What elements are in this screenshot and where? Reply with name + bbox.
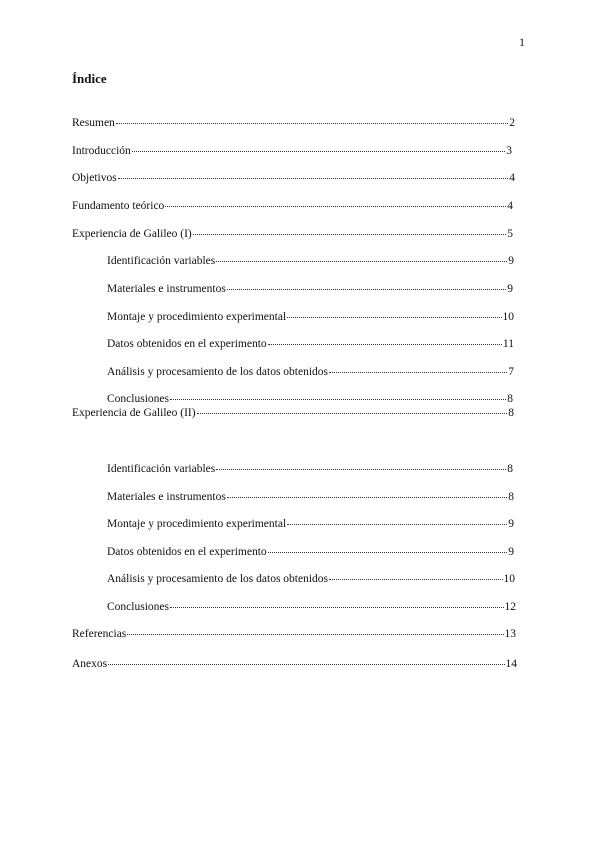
- toc-entry: [107, 364, 514, 380]
- toc-entry: [107, 336, 514, 352]
- toc-dot-leader: [329, 569, 502, 580]
- toc-dot-leader: [193, 224, 507, 235]
- toc-entry-label: Datos obtenidos en el experimento: [107, 338, 267, 350]
- toc-entry-page: 9: [507, 283, 513, 295]
- toc-entry-page: 7: [508, 366, 514, 378]
- toc-dot-leader: [108, 654, 504, 665]
- toc-entry: [72, 626, 516, 642]
- toc-entry-label: Objetivos: [72, 172, 117, 184]
- toc-entry: [72, 226, 513, 242]
- toc-dot-leader: [227, 279, 506, 290]
- toc-dot-leader: [329, 362, 507, 373]
- toc-entry: [72, 198, 513, 214]
- toc-entry-label: Resumen: [72, 117, 115, 129]
- toc-entry: [107, 309, 514, 325]
- toc-entry-label: Conclusiones: [107, 393, 169, 405]
- toc-dot-leader: [268, 334, 502, 345]
- toc-entry: [72, 143, 512, 159]
- toc-entry-page: 10: [503, 573, 515, 585]
- toc-entry-label: Montaje y procedimiento experimental: [107, 518, 287, 530]
- toc-entry-label: Introducción: [72, 145, 131, 157]
- toc-entry-page: 9: [508, 518, 514, 530]
- toc-entry-page: 11: [502, 338, 514, 350]
- toc-entry: [107, 461, 513, 477]
- toc-entry: [72, 405, 514, 421]
- toc-entry-label: Análisis y procesamiento de los datos obtenidos: [107, 366, 329, 378]
- toc-entry-page: 14: [505, 658, 517, 670]
- toc-entry: [107, 253, 514, 269]
- toc-entry-label: Anexos: [72, 658, 108, 670]
- toc-dot-leader: [287, 307, 501, 318]
- toc-dot-leader: [127, 624, 503, 635]
- toc-entry-page: 5: [507, 228, 513, 240]
- page-number: 1: [519, 35, 525, 49]
- toc-entry: [72, 656, 517, 672]
- toc-dot-leader: [216, 251, 507, 262]
- toc-entry: [107, 599, 516, 615]
- toc-dot-leader: [170, 389, 506, 400]
- toc-entry-page: 3: [506, 145, 512, 157]
- toc-entry: [107, 489, 514, 505]
- toc-entry-page: 12: [504, 601, 516, 613]
- toc-entry-page: 4: [509, 172, 515, 184]
- toc-entry: [107, 544, 514, 560]
- toc-entry-label: Experiencia de Galileo (I): [72, 228, 192, 240]
- toc-entry-label: Montaje y procedimiento experimental: [107, 311, 287, 323]
- toc-entry-page: 9: [508, 546, 514, 558]
- toc-entry-page: 2: [509, 117, 515, 129]
- toc-entry-page: 8: [508, 491, 514, 503]
- toc-dot-leader: [268, 542, 508, 553]
- toc-entry-label: Identificación variables: [107, 255, 216, 267]
- toc-entry-label: Referencias: [72, 628, 127, 640]
- toc-entry-label: Materiales e instrumentos: [107, 491, 226, 503]
- toc-entry-page: 8: [507, 463, 513, 475]
- toc-entry-page: 13: [504, 628, 516, 640]
- toc-title: Índice: [72, 71, 107, 86]
- toc-entry-label: Identificación variables: [107, 463, 216, 475]
- toc-dot-leader: [216, 459, 506, 470]
- toc-entry-page: 8: [508, 407, 514, 419]
- toc-dot-leader: [227, 487, 507, 498]
- toc-entry-label: Análisis y procesamiento de los datos obtenidos: [107, 573, 329, 585]
- toc-dot-leader: [170, 597, 504, 608]
- toc-entry: [107, 281, 513, 297]
- toc-entry-label: Fundamento teórico: [72, 200, 165, 212]
- toc-entry: [72, 170, 515, 186]
- toc-dot-leader: [132, 141, 505, 152]
- toc-dot-leader: [197, 403, 508, 414]
- toc-entry-page: 8: [507, 393, 513, 405]
- toc-entry-label: Conclusiones: [107, 601, 169, 613]
- toc-dot-leader: [287, 514, 507, 525]
- toc-entry-page: 9: [508, 255, 514, 267]
- toc-entry: [107, 571, 515, 587]
- toc-entry: [72, 115, 515, 131]
- toc-entry-label: Materiales e instrumentos: [107, 283, 226, 295]
- toc-entry-label: Experiencia de Galileo (II): [72, 407, 196, 419]
- toc-entry-page: 4: [507, 200, 513, 212]
- toc-entry-label: Datos obtenidos en el experimento: [107, 546, 267, 558]
- toc-dot-leader: [118, 168, 509, 179]
- toc-entry-page: 10: [502, 311, 514, 323]
- toc-entry: [107, 516, 514, 532]
- toc-dot-leader: [116, 113, 508, 124]
- toc-dot-leader: [165, 196, 506, 207]
